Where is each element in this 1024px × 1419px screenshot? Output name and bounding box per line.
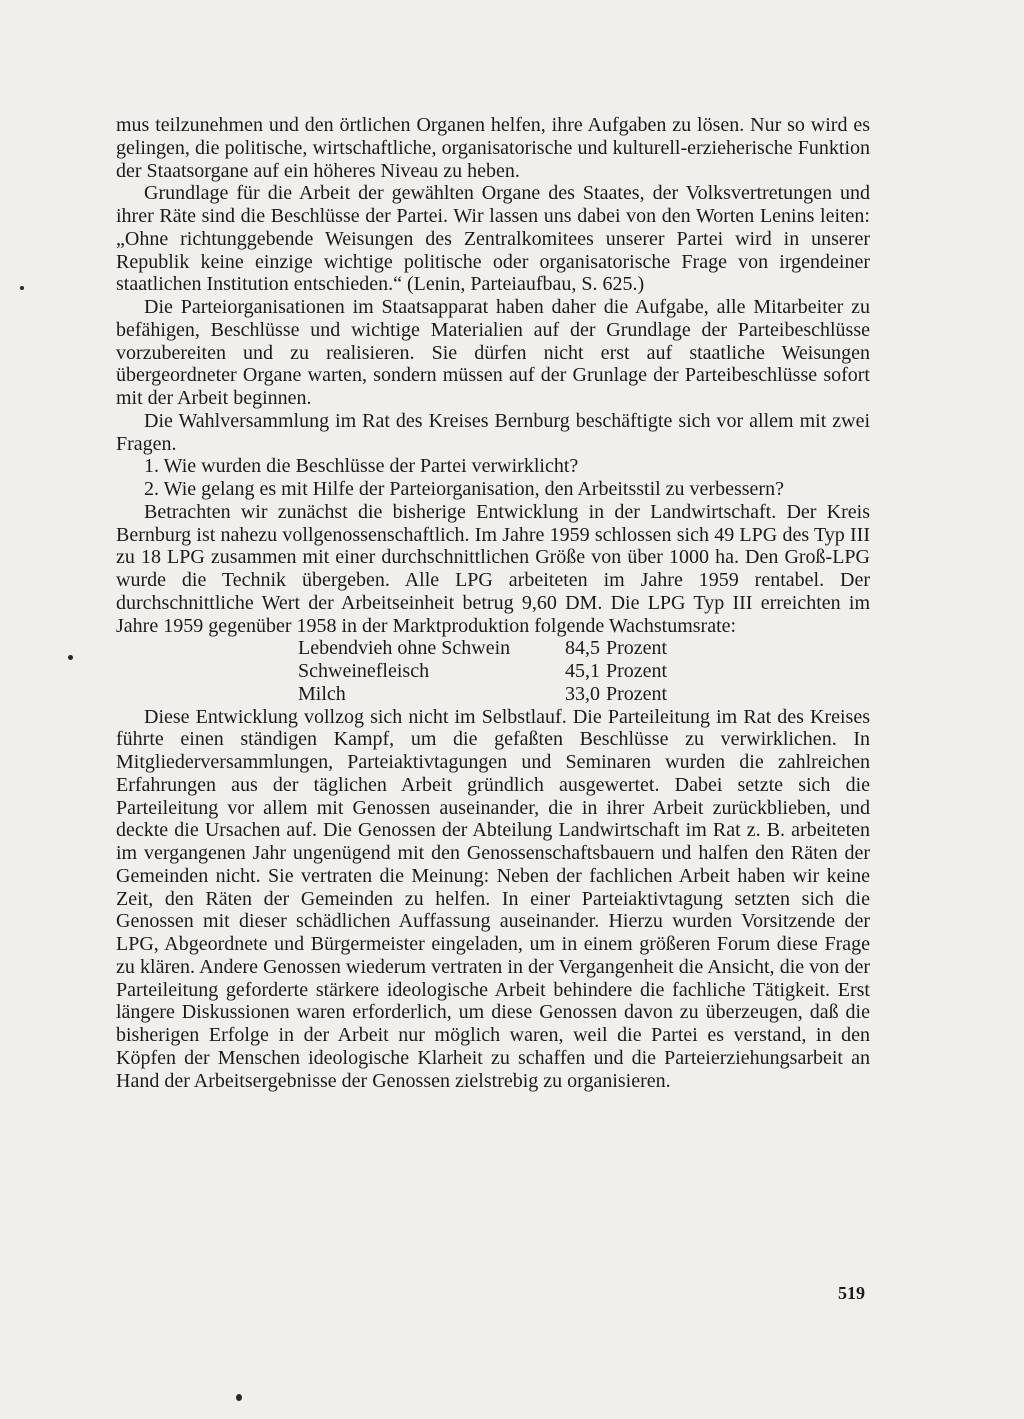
- paragraph-1: mus teilzunehmen und den örtlichen Organen helfen, ihre Aufgaben zu lösen. Nur so wird es gelingen, die politische, wirtschaftliche, organisatorische und kulturell-erzieherische Funktion der Staatsorgane auf ein höheres Niveau zu heben.: [116, 114, 870, 182]
- paragraph-6: Diese Entwicklung vollzog sich nicht im Selbstlauf. Die Parteileitung im Rat des Kreises führte einen ständigen Kampf, um die gefaßten Beschlüsse zu verwirklichen. In Mitgliederversammlungen, Parteiaktivtagungen und Seminaren wurden die zahlreichen Erfahrungen aus der täglichen Arbeit gründlich ausgewertet. Dabei setzte sich die Parteileitung vor allem mit Genossen auseinander, die in ihrer Arbeit zurückblieben, und deckte die Ursachen auf. Die Genossen der Abteilung Landwirtschaft im Rat z. B. arbeiteten im vergangenen Jahr ungenügend mit den Genossenschaftsbauern und halfen den Räten der Gemeinden nicht. Sie vertraten die Meinung: Neben der fachlichen Arbeit haben wir keine Zeit, den Räten der Gemeinden zu helfen. In einer Parteiaktivtagung setzten sich die Genossen mit dieser schädlichen Auffassung auseinander. Hierzu wurden Vorsitzende der LPG, Abgeordnete und Bürgermeister eingeladen, um in einem größeren Forum diese Frage zu klären. Andere Genossen wiederum vertraten in der Vergangenheit die Ansicht, die von der Parteileitung geforderte stärkere ideologische Arbeit behindere die fachliche Tätigkeit. Erst längere Diskussionen waren erforderlich, um diese Genossen davon zu überzeugen, daß die bisherigen Erfolge in der Arbeit nur möglich waren, weil die Partei es verstand, in den Köpfen der Menschen ideologische Klarheit zu schaffen und die Parteierziehungsarbeit an Hand der Arbeitsergebnisse der Genossen zielstrebig zu organisieren.: [116, 705, 870, 1092]
- growth-rate-table: [298, 637, 718, 705]
- row-value: 84,5: [565, 637, 600, 660]
- question-1: 1. Wie wurden die Beschlüsse der Partei verwirklicht?: [144, 455, 579, 478]
- row-value: 33,0: [565, 682, 600, 705]
- body-text: [116, 114, 870, 1092]
- row-label: Milch: [298, 682, 346, 705]
- table-row: [298, 683, 718, 706]
- page-number: 519: [838, 1283, 865, 1303]
- paragraph-2: Grundlage für die Arbeit der gewählten Organe des Staates, der Volksvertretungen und ihrer Räte sind die Beschlüsse der Partei. Wir lassen uns dabei von den Worten Lenins leiten: „Ohne richtunggebende Weisungen des Zentralkomitees unserer Partei wird in unserer Republik keine einzige wichtige politische oder organisatorische Frage von irgendeiner staatlichen Institution entschieden.“ (Lenin, Parteiaufbau, S. 625.): [116, 182, 870, 296]
- print-speck: [20, 286, 24, 290]
- row-unit: Prozent: [606, 660, 668, 682]
- question-2: 2. Wie gelang es mit Hilfe der Parteiorganisation, den Arbeitsstil zu verbessern?: [144, 478, 784, 500]
- print-speck: [236, 1394, 242, 1401]
- row-unit: Prozent: [606, 637, 668, 660]
- row-label: Schweinefleisch: [298, 660, 430, 682]
- row-value: 45,1: [565, 660, 600, 682]
- row-label: Lebendvieh ohne Schwein: [298, 637, 511, 660]
- table-row: [298, 637, 718, 660]
- row-unit: Prozent: [606, 682, 668, 705]
- paragraph-4: Die Wahlversammlung im Rat des Kreises Bernburg beschäftigte sich vor allem mit zwei Fragen.: [116, 409, 870, 455]
- paragraph-5: Betrachten wir zunächst die bisherige Entwicklung in der Landwirtschaft. Der Kreis Bernburg ist nahezu vollgenossenschaftlich. Im Jahre 1959 schlossen sich 49 LPG des Typ III zu 18 LPG zusammen mit einer durchschnittlichen Größe von über 1000 ha. Den Groß-LPG wurde die Technik übergeben. Alle LPG arbeiteten im Jahre 1959 rentabel. Der durchschnittliche Wert der Arbeitseinheit betrug 9,60 DM. Die LPG Typ III erreichten im Jahre 1959 gegenüber 1958 in der Marktproduktion folgende Wachstumsrate:: [116, 500, 870, 637]
- table-row: [298, 660, 718, 683]
- paragraph-3: Die Parteiorganisationen im Staatsapparat haben daher die Aufgabe, alle Mitarbeiter zu befähigen, Beschlüsse und wichtige Materialien auf der Grundlage der Parteibeschlüsse vorzubereiten und zu realisieren. Sie dürfen nicht erst auf staatliche Weisungen übergeordneter Organe warten, sondern müssen auf der Grunlage der Parteibeschlüsse sofort mit der Arbeit beginnen.: [116, 296, 870, 409]
- print-speck: [68, 655, 73, 660]
